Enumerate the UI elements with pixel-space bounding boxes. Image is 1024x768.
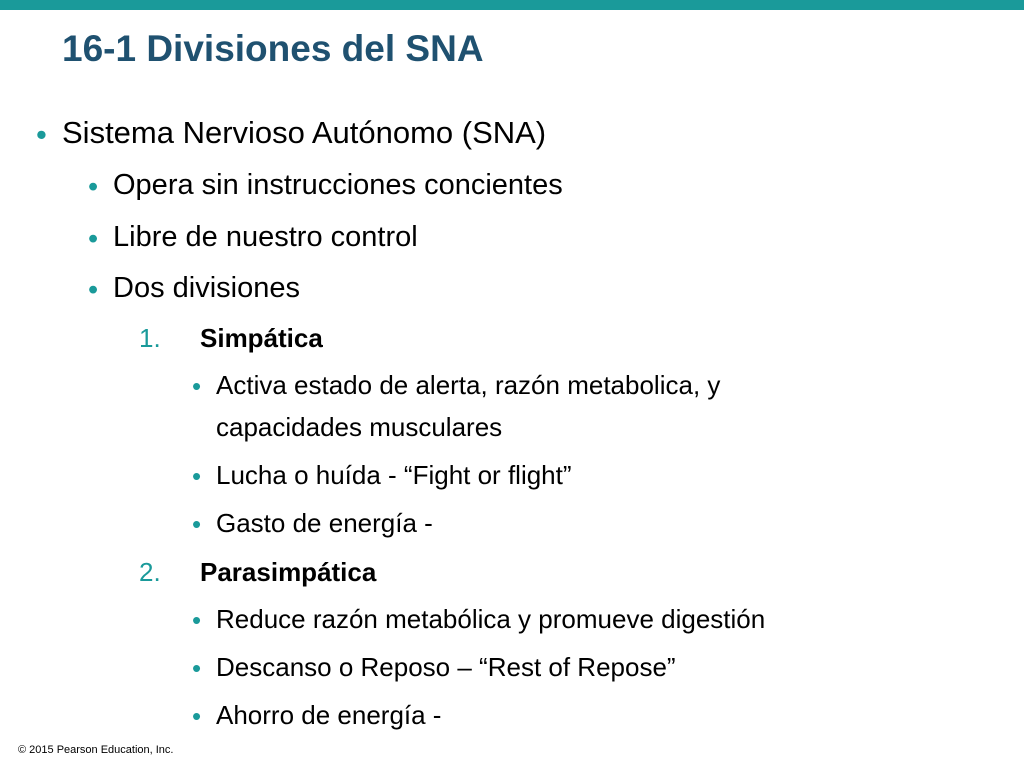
bullet-marker: •: [192, 605, 202, 635]
bullet-marker: •: [192, 371, 202, 401]
bullet-sistema-nervioso: Sistema Nervioso Autónomo (SNA): [62, 115, 547, 150]
division-simpatica: Simpática: [200, 323, 323, 353]
bullet-lucha-o-huida: Lucha o huída - “Fight or flight”: [216, 460, 572, 490]
list-number: 1.: [139, 323, 161, 353]
bullet-dos-divisiones: Dos divisiones: [113, 272, 300, 304]
copyright-footer: © 2015 Pearson Education, Inc.: [18, 744, 174, 756]
bullet-opera-sin-instrucciones: Opera sin instrucciones concientes: [113, 169, 563, 201]
list-number: 2.: [139, 557, 161, 587]
bullet-marker: •: [192, 461, 202, 491]
slide-title: 16-1 Divisiones del SNA: [62, 28, 484, 69]
bullet-reduce-razon: Reduce razón metabólica y promueve digestión: [216, 604, 766, 634]
bullet-marker: •: [192, 701, 202, 731]
bullet-descanso-o-reposo: Descanso o Reposo – “Rest of Repose”: [216, 652, 676, 682]
bullet-marker: •: [88, 274, 99, 306]
bullet-ahorro-de-energia: Ahorro de energía -: [216, 700, 442, 730]
bullet-marker: •: [192, 509, 202, 539]
bullet-activa-estado: Activa estado de alerta, razón metabolica, y: [216, 370, 721, 400]
bullet-activa-estado-cont: capacidades musculares: [216, 412, 503, 442]
bullet-marker: •: [88, 171, 99, 203]
bullet-marker: •: [192, 653, 202, 683]
bullet-libre-de-control: Libre de nuestro control: [113, 221, 418, 253]
bullet-marker: •: [36, 117, 47, 152]
division-parasimpatica: Parasimpática: [200, 557, 377, 587]
top-accent-bar: [0, 0, 1024, 10]
bullet-gasto-de-energia: Gasto de energía -: [216, 508, 433, 538]
bullet-marker: •: [88, 223, 99, 255]
